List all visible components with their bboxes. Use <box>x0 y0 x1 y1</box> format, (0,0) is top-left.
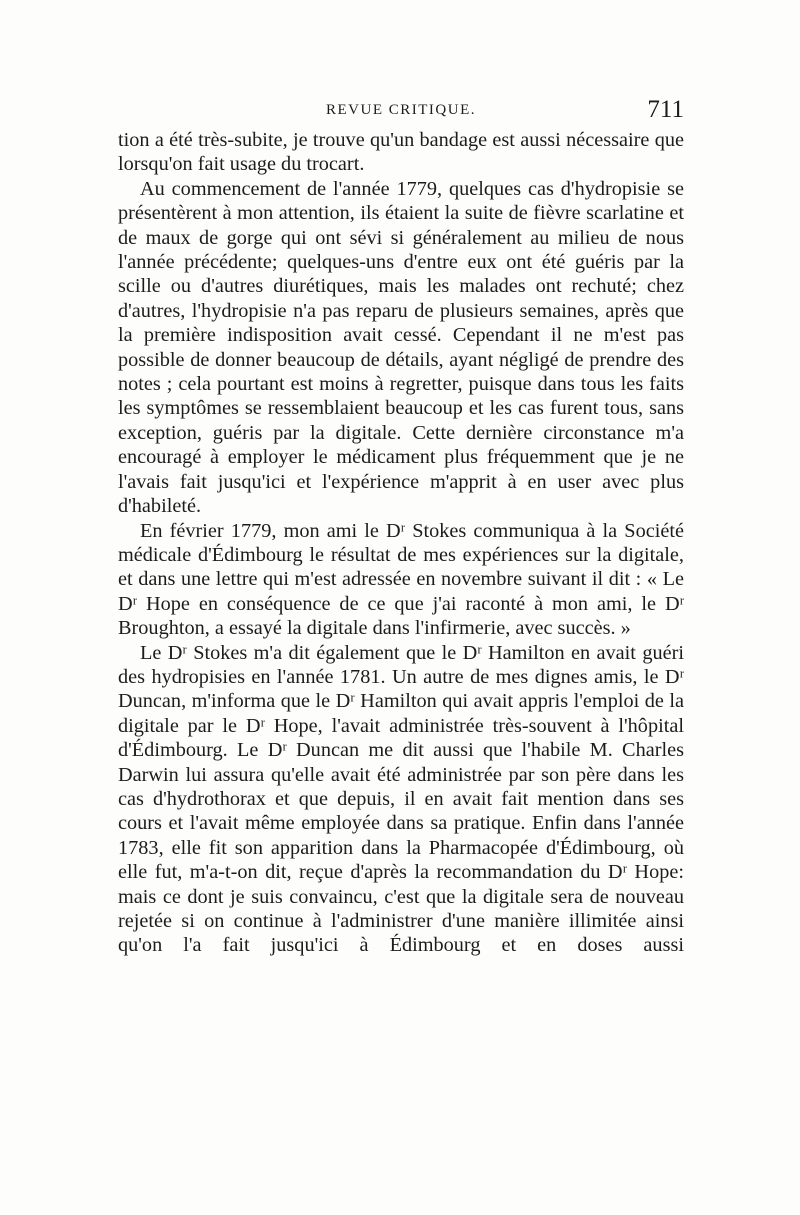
body-text <box>118 128 684 958</box>
page-header <box>118 96 684 130</box>
page-number: 711 <box>647 96 684 123</box>
paragraph-hydropisie-1779: Au commencement de l'année 1779, quelques cas d'hydropisie se présentèrent à mon attention, ils étaient la suite de fièvre scarlatine et de maux de gorge qui ont sévi si généralement au milieu de nous l'année précédente; quelques-uns d'entre eux ont été guéris par la scille ou d'autres diurétiques, mais les malades ont rechuté; chez d'autres, l'hydropisie n'a pas reparu de plusieurs semaines, après que la première indisposition avait cessé. Cependant il ne m'est pas possible de donner beaucoup de détails, ayant négligé de prendre des notes ; cela pourtant est moins à regretter, puisque dans tous les faits les symptômes se ressemblaient beaucoup et les cas furent tous, sans exception, guéris par la digitale. Cette dernière circonstance m'a encouragé à employer le médicament plus fréquemment que je ne l'avais fait jusqu'ici et l'expérience m'apprit à en user avec plus d'habileté. <box>118 177 684 518</box>
running-title: REVUE CRITIQUE. <box>326 102 476 118</box>
paragraph-continuation: tion a été très-subite, je trouve qu'un bandage est aussi nécessaire que lorsqu'on fait usage du trocart. <box>118 129 684 176</box>
paragraph-stokes-fevrier-1779: En février 1779, mon ami le Dʳ Stokes communiqua à la Société médicale d'Édimbourg le résultat de mes expériences sur la digitale, et dans une lettre qui m'est adressée en novembre suivant il dit : « Le Dʳ Hope en conséquence de ce que j'ai raconté à mon ami, le Dʳ Broughton, a essayé la digitale dans l'infirmerie, avec succès. » <box>118 519 684 640</box>
paragraph-hamilton-duncan: Le Dʳ Stokes m'a dit également que le Dʳ Hamilton en avait guéri des hydropisies en l'année 1781. Un autre de mes dignes amis, le Dʳ Duncan, m'informa que le Dʳ Hamilton qui avait appris l'emploi de la digitale par le Dʳ Hope, l'avait administrée très-souvent à l'hôpital d'Édimbourg. Le Dʳ Duncan me dit aussi que l'habile M. Charles Darwin lui assura qu'elle avait été administrée par son père dans les cas d'hydrothorax et que depuis, il en avait fait mention dans ses cours et l'avait même employée dans sa pratique. Enfin dans l'année 1783, elle fit son apparition dans la Pharmacopée d'Édimbourg, où elle fut, m'a-t-on dit, reçue d'après la recommandation du Dʳ Hope: mais ce dont je suis convaincu, c'est que la digitale sera de nouveau rejetée si on continue à l'administrer d'une manière illimitée ainsi qu'on l'a fait jusqu'ici à Édimbourg et en doses aussi <box>118 641 684 957</box>
